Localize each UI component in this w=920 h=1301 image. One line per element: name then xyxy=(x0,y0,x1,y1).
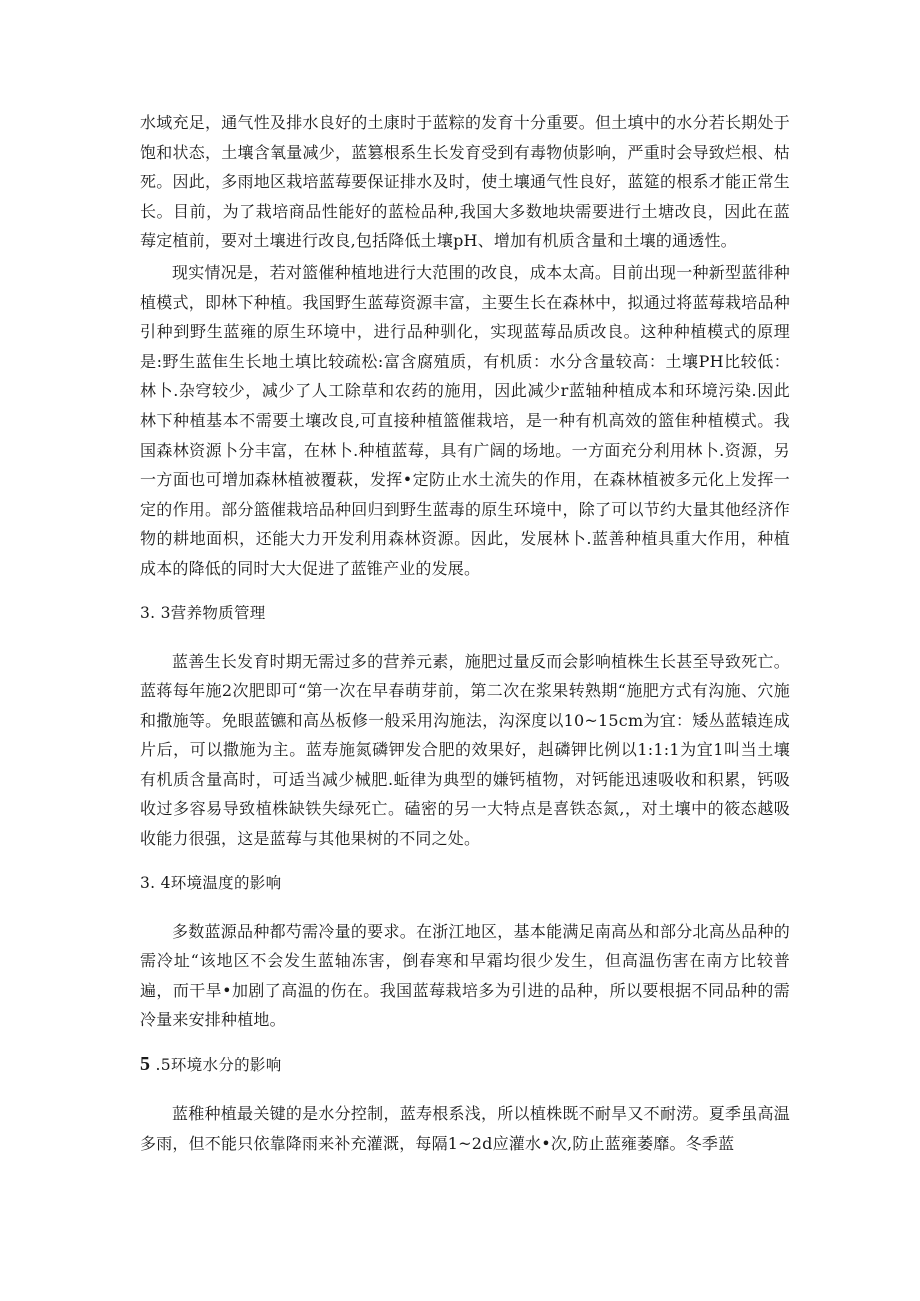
section-heading-number: 5 xyxy=(140,1053,151,1076)
paragraph-forest-planting: 现实情况是，若对篮催种植地进行大范围的改良，成本太高。目前出现一种新型蓝徘种植模式，即林下种植。我国野生蓝莓资源丰富，主要生长在森林中，拟通过将蓝莓栽培品种引种到野生蓝雍的原生环境中，进行品种驯化，实现蓝莓品质改良。这种种植模式的原理是:野生蓝隹生长地土填比较疏松:富含腐殖质，有机质：水分含量较高：土壤PH比较低：林卜.杂穹较少，减少了人工除草和农药的施用，因此减少r蓝轴种植成本和环境污染.因此林下种植基本不需要土壤改良,可直接种植篮催栽培，是一种有机高效的篮隹种植模式。我国森林资源卜分丰富，在林卜.种植蓝莓，具有广阔的场地。一方面充分利用林卜.资源，另一方面也可增加森林植被覆萩，发挥•定防止水土流失的作用，在森林植被多元化上发挥一定的作用。部分篮催栽培品种回归到野生蓝毒的原生环境中，除了可以节约大量其他经济作物的耕地面枳，还能大力开发利用森林资源。因此，发展林卜.蓝善种植具重大作用，种植成本的降低的同时大大促进了蓝锥产业的发展。 xyxy=(140,262,790,578)
section-heading-3-5 xyxy=(140,1050,790,1079)
section-heading-3-4: 3. 4环境温度的影响 xyxy=(140,873,282,892)
section-heading-text: .5环境水分的影响 xyxy=(150,1056,282,1075)
section-heading-3-3: 3. 3营养物质管理 xyxy=(140,603,266,622)
paragraph-nutrient-management: 蓝善生长发育时期无需过多的营养元素，施肥过量反而会影响植株生长甚至导致死亡。蓝蒋每年施2次肥即可“第一次在早春萌芽前，第二次在浆果转熟期“施肥方式有沟施、穴施和撒施等。免眼蓝镳和高丛板修一般采用沟施法，沟深度以10~15cm为宜：矮丛蓝辕连成片后，可以撒施为主。蓝寿施氮磷钾发合肥的效果好，赳磷钾比例以1:1:1为宜1叫当土壤有机质含量高时，可适当减少械肥.蚯律为典型的嫌钙植物，对钙能迅速吸收和积累，钙吸收过多容易导致植株缺铁失绿死亡。磕密的另一大特点是喜铁态氮,，对土壤中的筱态越吸收能力很强，这是蓝莓与其他果树的不同之处。 xyxy=(140,651,790,849)
document-page xyxy=(140,108,790,1158)
paragraph-soil-drainage: 水域充足，通气性及排水良好的土康时于蓝粽的发育十分重要。但土填中的水分若长期处于饱和状态，土壤含氧量减少，蓝篡根系生长发育受到有毒物侦影响，严重时会导致烂根、枯死。因此，多雨地区栽培蓝莓要保证排水及时，使土壤通气性良好，蓝筵的根系才能正常生长。目前，为了栽培商品性能好的蓝检品种,我国大多数地块需要进行土塘改良，因此在蓝莓定植前，要对土壤进行改良,包括降低土壤pH、增加有机质含量和土壤的通透性。 xyxy=(140,113,790,251)
paragraph-temperature: 多数蓝源品种都芍需冷量的要求。在浙江地区，基本能满足南高丛和部分北高丛品种的需冷址“该地区不会发生蓝轴冻害，倒春寒和早霜均很少发生，但高温伤害在南方比较普遍，而干旱•加剧了高温的伤在。我国蓝莓栽培多为引进的品种，所以要根据不同品种的需冷量来安排种植地。 xyxy=(140,921,790,1030)
paragraph-water: 蓝稚种植最关键的是水分控制，蓝寿根系浅，所以植株既不耐旱又不耐涝。夏季虽高温多雨，但不能只依靠降雨来补充灌溉，每隔1~2d应灌水•次,防止蓝雍萎靡。冬季蓝 xyxy=(140,1104,790,1153)
